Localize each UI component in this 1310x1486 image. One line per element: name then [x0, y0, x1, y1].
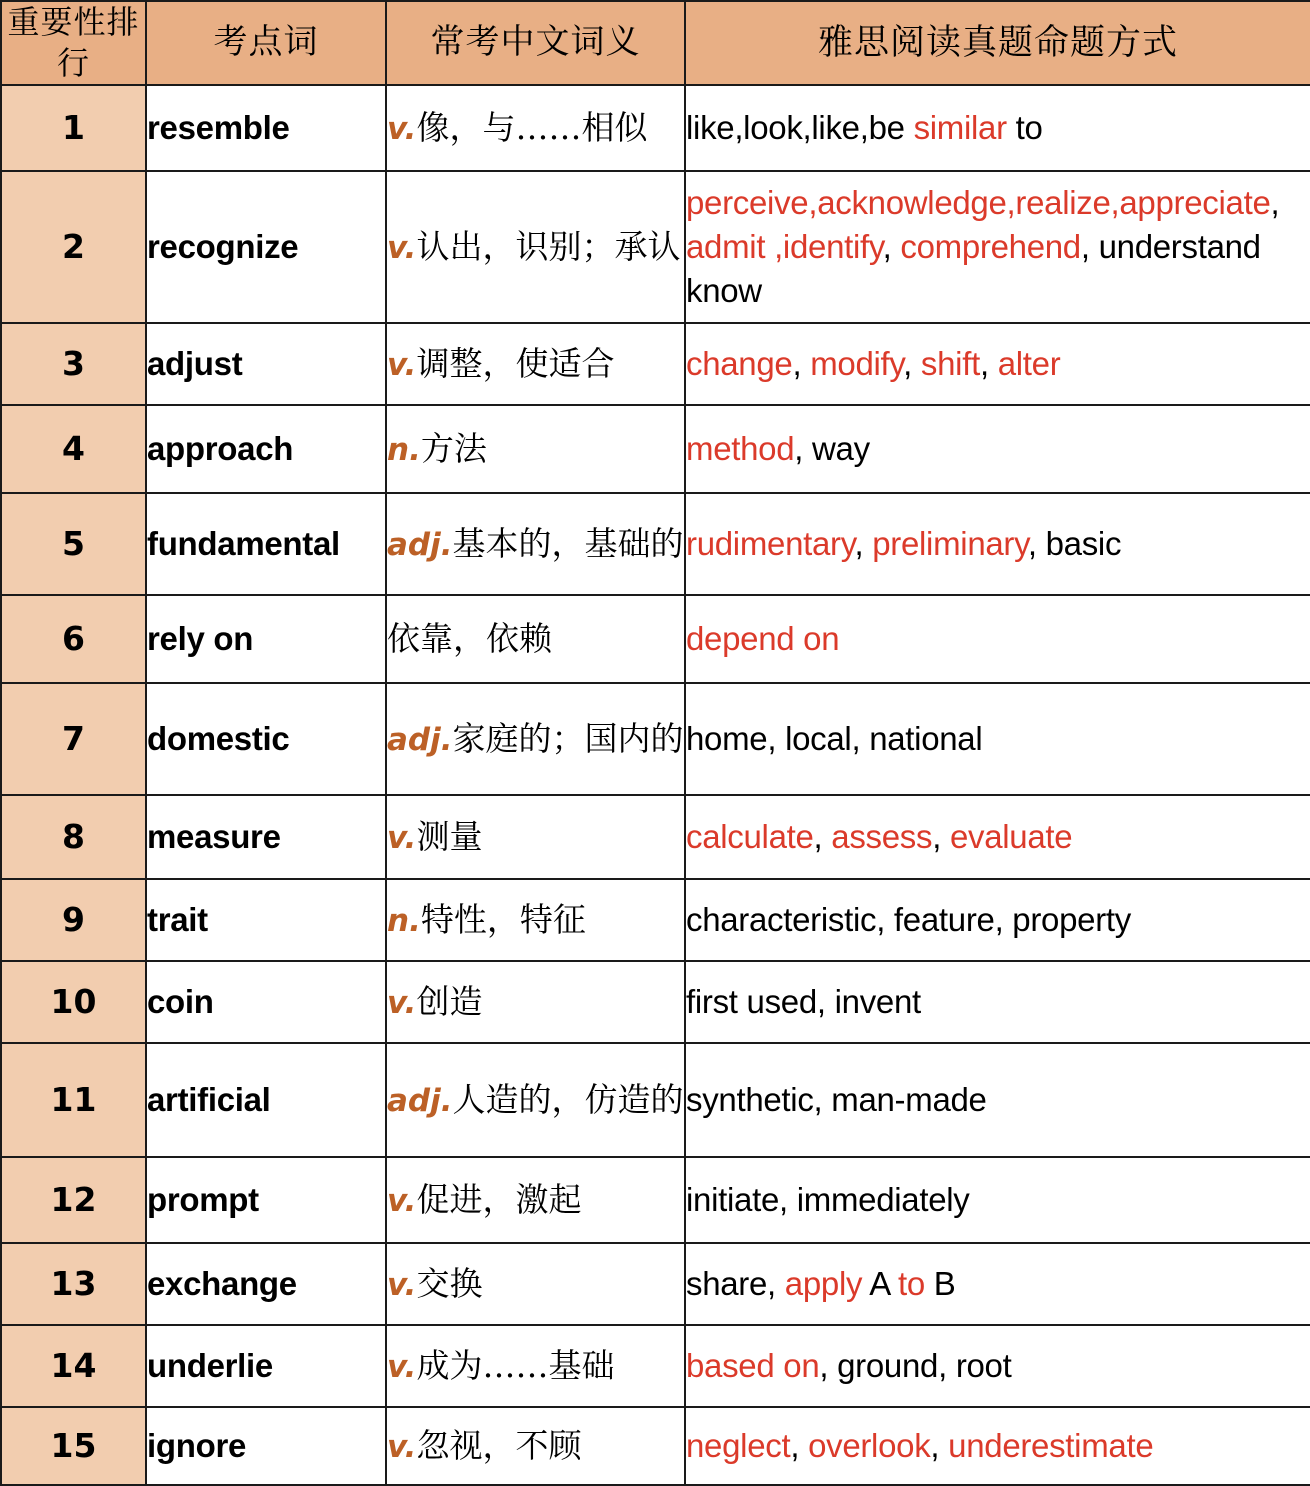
synonym-plain: , basic: [1027, 524, 1122, 562]
column-header-synonyms: 雅思阅读真题命题方式: [685, 1, 1310, 85]
part-of-speech: v.: [387, 110, 417, 147]
synonyms-cell: [685, 1157, 1310, 1243]
synonym-line: [686, 617, 1310, 661]
meaning-cell: [386, 961, 685, 1043]
rank-cell: 3: [1, 323, 146, 405]
table-header: [1, 1, 1310, 85]
synonym-line: [686, 522, 1310, 566]
column-header-rank: 重要性排行: [1, 1, 146, 85]
word-cell: ignore: [146, 1407, 386, 1485]
synonyms-cell: [685, 493, 1310, 595]
synonyms-cell: [685, 595, 1310, 683]
rank-cell: 13: [1, 1243, 146, 1325]
table-row: [1, 1325, 1310, 1407]
word-cell: domestic: [146, 683, 386, 795]
synonym-highlight: rudimentary: [686, 524, 855, 562]
synonym-plain: home, local, national: [686, 719, 983, 757]
table-row: [1, 493, 1310, 595]
meaning-cell: [386, 1157, 685, 1243]
meaning-cell: [386, 1043, 685, 1157]
synonym-highlight: comprehend: [900, 227, 1081, 265]
synonym-line: [686, 427, 1310, 471]
meaning-cell: [386, 1407, 685, 1485]
synonym-plain: ,: [1270, 184, 1280, 222]
synonyms-cell: [685, 1407, 1310, 1485]
meaning-text: 交换: [416, 1263, 483, 1303]
word-cell: exchange: [146, 1243, 386, 1325]
synonym-line: [686, 717, 1310, 761]
rank-cell: 2: [1, 171, 146, 323]
part-of-speech: v.: [387, 1428, 417, 1465]
word-cell: trait: [146, 879, 386, 961]
part-of-speech: v.: [387, 1182, 417, 1219]
meaning-cell: [386, 85, 685, 171]
meaning-text: 忽视，不顾: [416, 1425, 582, 1465]
table-row: [1, 795, 1310, 879]
synonym-line: [686, 225, 1310, 269]
synonym-line: [686, 815, 1310, 859]
word-cell: recognize: [146, 171, 386, 323]
table-row: [1, 595, 1310, 683]
synonym-plain: ,: [792, 344, 811, 382]
rank-cell: 15: [1, 1407, 146, 1485]
word-cell: adjust: [146, 323, 386, 405]
meaning-cell: [386, 323, 685, 405]
meaning-cell: [386, 493, 685, 595]
meaning-cell: [386, 683, 685, 795]
word-cell: underlie: [146, 1325, 386, 1407]
rank-cell: 10: [1, 961, 146, 1043]
rank-cell: 8: [1, 795, 146, 879]
synonym-line: [686, 898, 1310, 942]
meaning-cell: [386, 595, 685, 683]
synonym-plain: ,: [932, 817, 950, 855]
synonym-plain: synthetic, man-made: [686, 1080, 987, 1118]
synonym-line: [686, 1424, 1310, 1468]
part-of-speech: v.: [387, 1266, 417, 1303]
header-row: [1, 1, 1310, 85]
meaning-text: 调整，使适合: [416, 343, 615, 383]
part-of-speech: adj.: [387, 526, 453, 563]
synonym-plain: ,: [882, 227, 901, 265]
synonym-plain: initiate, immediately: [686, 1180, 970, 1218]
table-row: [1, 1157, 1310, 1243]
rank-cell: 7: [1, 683, 146, 795]
synonym-highlight: alter: [997, 344, 1061, 382]
synonym-highlight: similar: [913, 108, 1007, 146]
table-row: [1, 879, 1310, 961]
table-row: [1, 1407, 1310, 1485]
meaning-text: 测量: [416, 816, 483, 856]
synonyms-cell: [685, 795, 1310, 879]
word-cell: fundamental: [146, 493, 386, 595]
column-header-meaning: 常考中文词义: [386, 1, 685, 85]
synonym-line: [686, 1262, 1310, 1306]
synonym-plain: ,: [979, 344, 998, 382]
table-row: [1, 1043, 1310, 1157]
word-cell: measure: [146, 795, 386, 879]
synonym-highlight: perceive,acknowledge,realize,appreciate: [686, 184, 1271, 222]
synonym-highlight: underestimate: [948, 1426, 1154, 1464]
synonyms-cell: [685, 1243, 1310, 1325]
synonyms-cell: [685, 683, 1310, 795]
word-cell: coin: [146, 961, 386, 1043]
synonym-line: [686, 342, 1310, 386]
synonym-plain: ,: [903, 344, 921, 382]
table-row: [1, 961, 1310, 1043]
table-row: [1, 171, 1310, 323]
synonyms-cell: [685, 1043, 1310, 1157]
synonym-highlight: method: [686, 429, 795, 467]
synonym-plain: , way: [794, 429, 870, 467]
meaning-text: 方法: [420, 428, 487, 468]
synonyms-cell: [685, 961, 1310, 1043]
synonym-plain: share,: [686, 1264, 785, 1302]
part-of-speech: v.: [387, 346, 417, 383]
synonym-plain: like,look,like,be: [686, 108, 914, 146]
table-row: [1, 1243, 1310, 1325]
word-cell: resemble: [146, 85, 386, 171]
synonym-line: [686, 269, 1310, 313]
table-row: [1, 85, 1310, 171]
synonym-plain: ,: [790, 1426, 809, 1464]
synonyms-cell: [685, 171, 1310, 323]
synonym-highlight: admit ,identify: [686, 227, 883, 265]
table-body: [1, 85, 1310, 1485]
rank-cell: 4: [1, 405, 146, 493]
synonym-highlight: change: [686, 344, 793, 382]
word-cell: prompt: [146, 1157, 386, 1243]
meaning-text: 促进，激起: [416, 1179, 582, 1219]
synonym-highlight: calculate: [686, 817, 814, 855]
part-of-speech: n.: [387, 902, 421, 939]
synonym-line: [686, 980, 1310, 1024]
part-of-speech: adj.: [387, 721, 453, 758]
synonym-highlight: modify: [810, 344, 904, 382]
synonym-highlight: preliminary: [872, 524, 1028, 562]
meaning-text: 成为……基础: [416, 1345, 615, 1385]
synonym-plain: ,: [813, 817, 832, 855]
synonym-highlight: based on: [686, 1346, 820, 1384]
synonym-plain: know: [686, 271, 762, 309]
synonym-line: [686, 1178, 1310, 1222]
meaning-text: 家庭的；国内的: [452, 718, 684, 758]
synonym-highlight: overlook: [808, 1426, 931, 1464]
synonym-plain: , understand: [1080, 227, 1261, 265]
meaning-text: 特性，特征: [420, 899, 586, 939]
synonym-plain: , ground, root: [819, 1346, 1012, 1384]
synonym-highlight: depend on: [686, 619, 840, 657]
synonym-highlight: evaluate: [949, 817, 1073, 855]
table-row: [1, 405, 1310, 493]
part-of-speech: v.: [387, 984, 417, 1021]
meaning-cell: [386, 879, 685, 961]
column-header-word: 考点词: [146, 1, 386, 85]
meaning-text: 像，与……相似: [416, 107, 648, 147]
meaning-cell: [386, 171, 685, 323]
table-row: [1, 323, 1310, 405]
synonym-line: [686, 1078, 1310, 1122]
part-of-speech: n.: [387, 431, 421, 468]
synonym-highlight: assess: [831, 817, 933, 855]
meaning-cell: [386, 1325, 685, 1407]
synonym-line: [686, 106, 1310, 150]
rank-cell: 9: [1, 879, 146, 961]
meaning-text: 认出，识别；承认: [416, 226, 681, 266]
synonym-plain: ,: [854, 524, 873, 562]
part-of-speech: v.: [387, 819, 417, 856]
rank-cell: 14: [1, 1325, 146, 1407]
meaning-text: 依靠，依赖: [387, 618, 552, 658]
synonym-line: [686, 181, 1310, 225]
part-of-speech: v.: [387, 229, 417, 266]
synonym-highlight: neglect: [686, 1426, 791, 1464]
synonyms-cell: [685, 85, 1310, 171]
synonym-highlight: shift: [920, 344, 980, 382]
rank-cell: 5: [1, 493, 146, 595]
part-of-speech: v.: [387, 1348, 417, 1385]
meaning-cell: [386, 1243, 685, 1325]
word-cell: artificial: [146, 1043, 386, 1157]
meaning-cell: [386, 405, 685, 493]
rank-cell: 12: [1, 1157, 146, 1243]
part-of-speech: adj.: [387, 1082, 453, 1119]
meaning-cell: [386, 795, 685, 879]
synonyms-cell: [685, 1325, 1310, 1407]
synonym-plain: characteristic, feature, property: [686, 900, 1131, 938]
synonym-plain: B: [924, 1264, 956, 1302]
word-cell: rely on: [146, 595, 386, 683]
meaning-text: 创造: [416, 981, 483, 1021]
rank-cell: 6: [1, 595, 146, 683]
synonym-highlight: apply: [784, 1264, 863, 1302]
synonym-line: [686, 1344, 1310, 1388]
synonym-plain: first used, invent: [686, 982, 921, 1020]
synonym-plain: to: [1006, 108, 1043, 146]
synonyms-cell: [685, 879, 1310, 961]
word-cell: approach: [146, 405, 386, 493]
synonym-plain: A: [862, 1264, 899, 1302]
meaning-text: 人造的，仿造的: [452, 1079, 684, 1119]
synonyms-cell: [685, 405, 1310, 493]
rank-cell: 1: [1, 85, 146, 171]
table-row: [1, 683, 1310, 795]
rank-cell: 11: [1, 1043, 146, 1157]
synonym-plain: ,: [930, 1426, 949, 1464]
synonyms-cell: [685, 323, 1310, 405]
synonym-highlight: to: [898, 1264, 925, 1302]
meaning-text: 基本的，基础的: [452, 523, 684, 563]
